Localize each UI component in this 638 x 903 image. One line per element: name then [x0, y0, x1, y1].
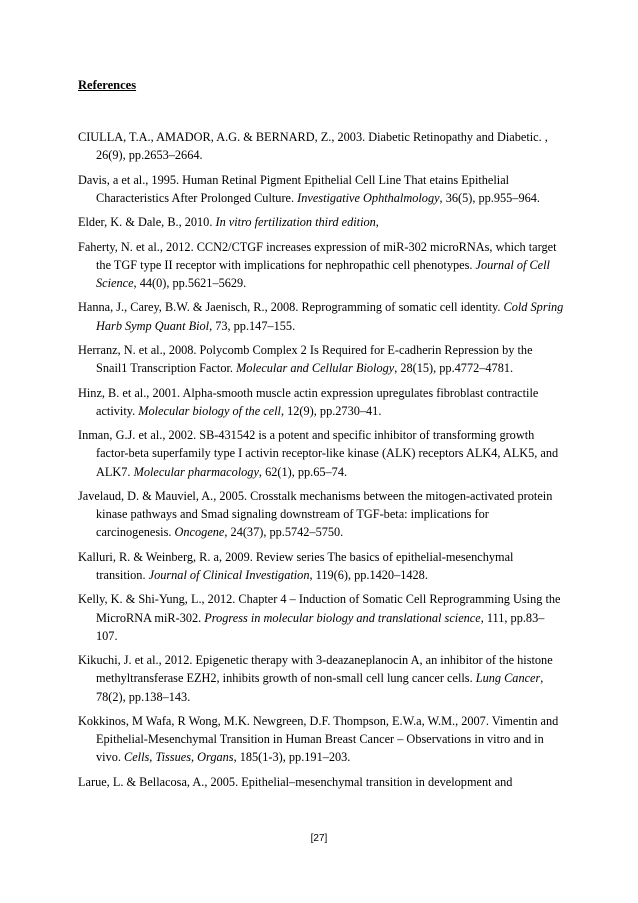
- reference-details: , 78(2), pp.138–143.: [96, 671, 544, 704]
- reference-journal: Cells, Tissues, Organs: [124, 750, 234, 765]
- reference-journal: Molecular pharmacology: [133, 464, 259, 479]
- reference-entry: [78, 773, 564, 791]
- reference-entry: [78, 426, 564, 481]
- reference-details: , 119(6), pp.1420–1428.: [309, 567, 428, 582]
- reference-details: , 73, pp.147–155.: [209, 318, 296, 333]
- reference-entry: [78, 171, 564, 207]
- reference-list: [78, 128, 564, 797]
- references-heading: References: [78, 78, 137, 92]
- reference-journal: Oncogene: [174, 525, 225, 540]
- reference-entry: [78, 384, 564, 420]
- reference-text: Larue, L. & Bellacosa, A., 2005. Epithelial–mesenchymal transition in development and: [78, 774, 513, 789]
- reference-entry: [78, 590, 564, 645]
- reference-details: , 62(1), pp.65–74.: [258, 464, 348, 479]
- reference-text: Faherty, N. et al., 2012. CCN2/CTGF increases expression of miR-302 microRNAs, which target the TGF type II receptor with implications for nephropathic cell phenotypes.: [78, 239, 557, 272]
- reference-journal: Molecular and Cellular Biology: [236, 361, 395, 376]
- reference-text: Herranz, N. et al., 2008. Polycomb Complex 2 Is Required for E-cadherin Repression by the Snail1 Transcription Factor.: [78, 342, 533, 376]
- reference-details: ,: [375, 215, 379, 230]
- reference-text: Kikuchi, J. et al., 2012. Epigenetic therapy with 3-deazaneplanocin A, an inhibitor of the histone methyltransferase EZH2, inhibits growth of non-small cell lung cancer cells.: [78, 653, 553, 686]
- reference-journal: Lung Cancer: [475, 671, 541, 686]
- reference-text: CIULLA, T.A., AMADOR, A.G. & BERNARD, Z., 2003. Diabetic Retinopathy and Diabetic. , 26(9), pp.2653–2664.: [78, 130, 548, 163]
- reference-text: Kelly, K. & Shi-Yung, L., 2012. Chapter 4 – Induction of Somatic Cell Reprogramming Using the MicroRNA miR-302.: [78, 592, 561, 625]
- reference-entry: [78, 487, 564, 542]
- reference-text: Davis, a et al., 1995. Human Retinal Pigment Epithelial Cell Line That etains Epithelial Characteristics After Prolonged Culture.: [78, 172, 510, 205]
- reference-entry: [78, 238, 564, 293]
- reference-details: , 36(5), pp.955–964.: [439, 190, 540, 205]
- reference-entry: [78, 341, 564, 377]
- reference-details: , 44(0), pp.5621–5629.: [133, 275, 247, 290]
- reference-details: , 111, pp.83–107.: [96, 610, 545, 643]
- reference-entry: [78, 213, 564, 231]
- reference-details: , 28(15), pp.4772–4781.: [394, 361, 514, 376]
- reference-journal: Cold Spring Harb Symp Quant Biol: [96, 300, 564, 333]
- reference-text: Kokkinos, M Wafa, R Wong, M.K. Newgreen, D.F. Thompson, E.W.a, W.M., 2007. Vimentin and Epithelial-Mesenchymal Transition in Human Breast Cancer – Observations in vitro and in vivo.: [78, 713, 559, 765]
- reference-journal: Investigative Ophthalmology: [297, 190, 440, 205]
- reference-entry: [78, 651, 564, 706]
- reference-text: Hinz, B. et al., 2001. Alpha-smooth muscle actin expression upregulates fibroblast contractile activity.: [78, 385, 539, 418]
- reference-journal: Molecular biology of the cell: [138, 403, 281, 418]
- reference-text: Inman, G.J. et al., 2002. SB-431542 is a potent and specific inhibitor of transforming growth factor-beta superfamily type I activin receptor-like kinase (ALK) receptors ALK4, ALK5, and ALK7.: [78, 428, 559, 479]
- reference-text: Javelaud, D. & Mauviel, A., 2005. Crosstalk mechanisms between the mitogen-activated protein kinase pathways and Smad signaling downstream of TGF-beta: implications for carcinogenesis.: [78, 488, 553, 540]
- reference-details: , 24(37), pp.5742–5750.: [224, 525, 344, 540]
- page-number: [27]: [310, 833, 328, 844]
- reference-journal: In vitro fertilization third edition: [215, 215, 376, 230]
- reference-entry: [78, 298, 564, 334]
- reference-details: , 12(9), pp.2730–41.: [280, 403, 382, 418]
- reference-entry: [78, 712, 564, 767]
- reference-journal: Journal of Clinical Investigation: [148, 567, 310, 582]
- reference-journal: Progress in molecular biology and translational science: [204, 610, 481, 625]
- reference-text: Elder, K. & Dale, B., 2010.: [78, 215, 216, 230]
- reference-entry: [78, 548, 564, 584]
- reference-details: , 185(1-3), pp.191–203.: [233, 750, 351, 765]
- reference-journal: Journal of Cell Science: [96, 257, 550, 290]
- reference-entry: [78, 128, 564, 164]
- reference-text: Hanna, J., Carey, B.W. & Jaenisch, R., 2008. Reprogramming of somatic cell identity.: [78, 300, 504, 315]
- reference-text: Kalluri, R. & Weinberg, R. a, 2009. Review series The basics of epithelial-mesenchymal transition.: [78, 549, 514, 582]
